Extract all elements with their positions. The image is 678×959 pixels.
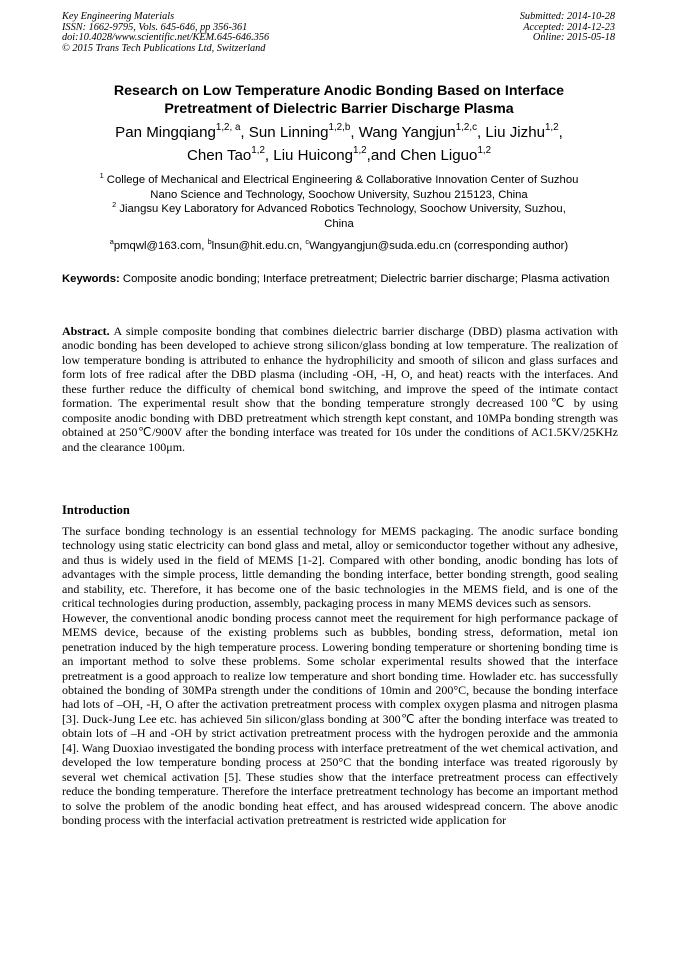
author-name: Wang Yangjun: [358, 124, 456, 141]
keywords-block: [62, 272, 618, 288]
submitted-date: Submitted: 2014-10-28: [519, 11, 615, 22]
author-separator: ,: [264, 147, 274, 164]
author-emails: [40, 236, 638, 253]
email-sup: b: [207, 236, 212, 246]
affiliation-1-line-2: Nano Science and Technology, Soochow University, Suzhou 215123, China: [150, 188, 528, 201]
author-name: Liu Huicong: [273, 147, 354, 164]
title-line-2: Pretreatment of Dielectric Barrier Discharge Plasma: [164, 100, 514, 117]
journal-header-left: [62, 12, 269, 54]
author-affiliation-sup: 1,2,b: [328, 122, 351, 133]
issn-info: ISSN: 1662-9795, Vols. 645-646, pp 356-361: [62, 21, 248, 33]
author-affiliation-sup: 1,2: [251, 145, 265, 156]
author-name: Chen Liguo: [400, 147, 478, 164]
author-separator: ,: [350, 124, 359, 141]
keywords-text: Composite anodic bonding; Interface pretreatment; Dielectric barrier discharge; Plasma activation: [119, 273, 610, 285]
affiliations: [60, 170, 618, 231]
online-date: Online: 2015-05-18: [532, 32, 615, 44]
doi-link[interactable]: doi:10.4028/www.scientific.net/KEM.645-646.356: [62, 32, 270, 44]
email-b[interactable]: lnsun@hit.edu.cn,: [211, 240, 306, 252]
author-affiliation-sup: 1,2: [353, 145, 367, 156]
keywords-label: Keywords:: [62, 273, 120, 285]
author-affiliation-sup: 1,2: [477, 145, 492, 156]
author-separator: ,: [477, 124, 486, 141]
introduction-paragraph-2: However, the conventional anodic bonding process cannot meet the requirement for high performance package of MEMS device, because of the existing problems such as bubbles, bonding stress, deformation, metal ion penetration induced by the high temperature process. Lowering bonding temperature or shortening bonding time is an important method to solve these problems. Some scholar experimental results showed that the interface pretreatment is a good approach to realize low temperature and short bonding time. Howlader etc. has successfully obtained the bonding of 30MPa strength under the conditions of 10min and 200°C, because the bonding interface had lots of –OH, -H, O after the activation pretreatment process with complex oxygen plasma and nitrogen plasma [3]. Duck-Jung Lee etc. has achieved 5in silicon/glass bonding at 300℃ after the bonding interface was treated to obtain lots of –H and -OH by strict activation pretreatment process with the hydrogen peroxide and the ammonia [4]. Wang Duoxiao investigated the bonding process with interface pretreatment of the wet chemical activation, and developed the low temperature bonding process at 250°C that the bonding interface was treated rigorously by several wet chemical activation [5]. These studies show that the interface pretreatment process can effectively reduce the bonding temperature. Therefore the interface pretreatment technology has become an important method to solve the problem of the anodic bonding heat effect, and has aroused widespread concern. The above anodic bonding process with the interfacial activation pretreatment is restricted wide application for: [62, 610, 618, 828]
author-name: Chen Tao: [186, 147, 252, 164]
affiliation-number: 1: [99, 170, 104, 180]
author-name: Liu Jizhu: [485, 124, 545, 141]
affiliation-2-line-2: China: [324, 217, 354, 230]
journal-name: Key Engineering Materials: [62, 11, 175, 22]
email-sup: c: [305, 236, 310, 246]
author-name: Sun Linning: [248, 124, 329, 141]
affiliation-number: 2: [112, 199, 117, 209]
accepted-date: Accepted: 2014-12-23: [523, 21, 615, 33]
author-affiliation-sup: 1,2: [544, 122, 559, 133]
abstract-label: Abstract.: [62, 324, 110, 338]
abstract-block: [62, 324, 618, 454]
author-list: [40, 121, 638, 167]
author-separator: ,: [558, 124, 563, 141]
author-separator: ,and: [366, 147, 401, 164]
journal-header-right: [520, 12, 615, 44]
introduction-heading: Introduction: [62, 503, 130, 517]
email-sup: a: [109, 236, 114, 246]
author-affiliation-sup: 1,2,c: [455, 122, 478, 133]
introduction-paragraph-1: The surface bonding technology is an essential technology for MEMS packaging. The anodic surface bonding technology using static electricity can bond glass and metal, alloy or semiconductor together without any adhesive, and thus is widely used in the field of MEMS [1-2]. Compared with other bonding, anodic bonding has lots of advantages with the simple process, little demanding the bonding interface, better bonding strength, good sealing and stability, etc. Therefore, it has become one of the basic technologies in the MEMS field, and is one of the critical technologies during production, assembly, packaging process in many MEMS devices such as sensors.: [62, 524, 618, 611]
introduction-body: [62, 524, 618, 828]
affiliation-text: College of Mechanical and Electrical Engineering & Collaborative Innovation Center of Suzhou: [106, 174, 579, 186]
affiliation-2-line-1: [60, 199, 618, 217]
title-line-1: Research on Low Temperature Anodic Bonding Based on Interface: [113, 83, 565, 99]
affiliation-1-line-1: [60, 170, 618, 188]
affiliation-text: Jiangsu Key Laboratory for Advanced Robotics Technology, Soochow University, Suzhou,: [119, 203, 566, 216]
author-line-1: [40, 121, 638, 144]
paper-title: [40, 83, 638, 118]
author-affiliation-sup: 1,2, a: [215, 122, 241, 133]
author-line-2: [40, 144, 638, 167]
copyright-notice: © 2015 Trans Tech Publications Ltd, Switzerland: [62, 42, 266, 54]
author-name: Pan Mingqiang: [115, 124, 216, 141]
email-c[interactable]: Wangyangjun@suda.edu.cn (corresponding author): [309, 240, 569, 252]
email-a[interactable]: pmqwl@163.com,: [113, 240, 208, 252]
abstract-text: A simple composite bonding that combines dielectric barrier discharge (DBD) plasma activation with anodic bonding has been developed to achieve strong silicon/glass bonding at low temperature. The realization of low temperature bonding is attributed to enhance the hydrophilicity and smooth of silicon and glass surfaces and form lots of free radical after the DBD plasma (including -OH, -H, O, and heat) reacts with the interfaces. And these further reduce the difficulty of chemical bond switching, and improve the speed of the intimate contact formation. The experimental result show that the bonding temperature strongly decreased 100℃ by using composite anodic bonding with DBD pretreatment which strength kept constant, and 10MPa bonding strength was obtained at 250℃/900V after the bonding interface was treated for 10s under the conditions of AC1.5KV/25KHz and the clearance 100μm.: [62, 324, 618, 454]
author-separator: ,: [240, 124, 249, 141]
